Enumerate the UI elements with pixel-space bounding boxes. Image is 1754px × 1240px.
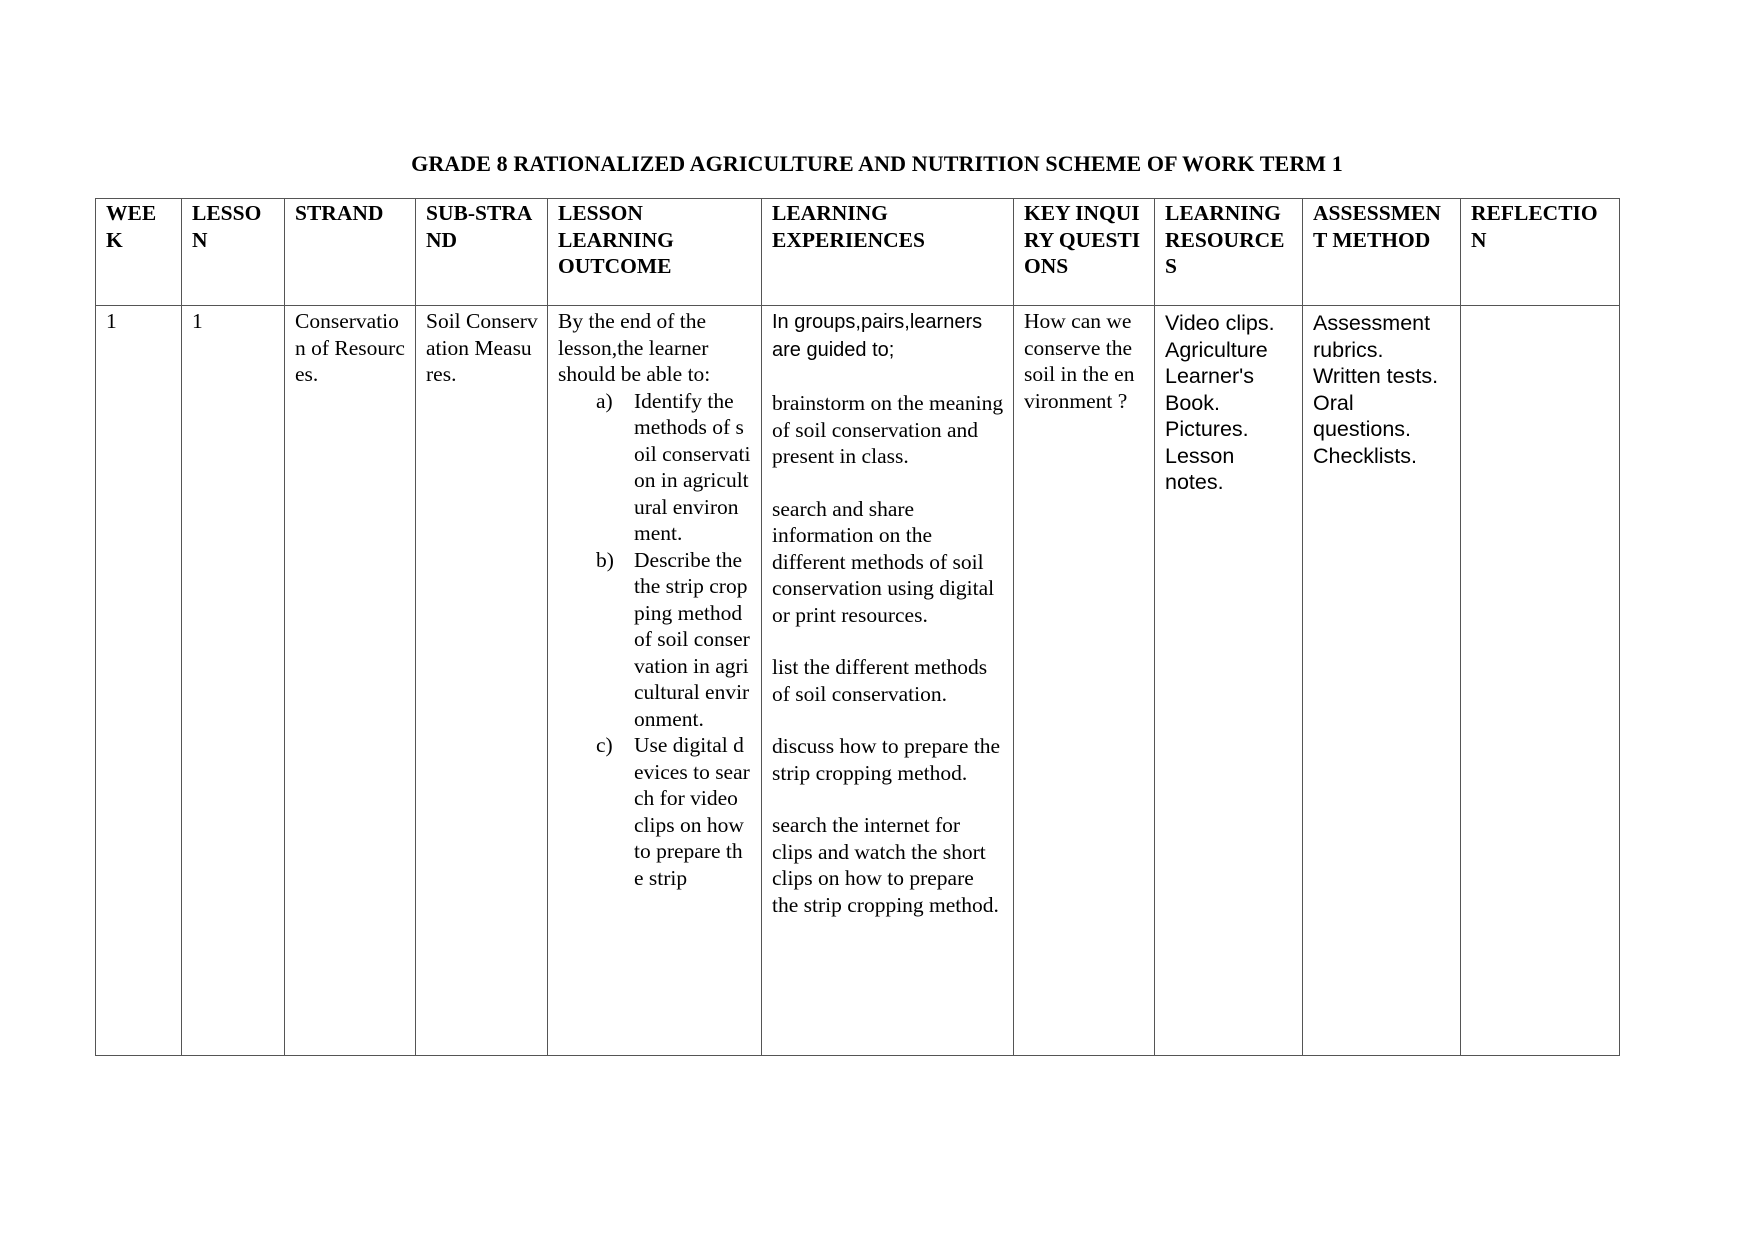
cell-assessment [1303, 306, 1461, 1056]
outcome-marker: b) [596, 547, 614, 572]
header-row [96, 199, 1620, 306]
page-title: GRADE 8 RATIONALIZED AGRICULTURE AND NUTRITION SCHEME OF WORK TERM 1 [411, 151, 1343, 176]
header-resources: LEARNING RESOURCES [1155, 199, 1303, 306]
header-week: WEEK [96, 199, 182, 306]
outcome-marker: c) [596, 733, 613, 757]
header-assessment: ASSESSMENT METHOD [1303, 199, 1461, 306]
list-item: search the internet for clips and watch the short clips on how to prepare the strip cropping method. [772, 813, 999, 917]
header-sub-strand: SUB-STRAND [416, 199, 548, 306]
cell-lesson: 1 [182, 306, 285, 1056]
list-item [558, 388, 752, 547]
list-item: search and share information on the different methods of soil conservation using digital or print resources. [772, 496, 995, 627]
header-experiences: LEARNING EXPERIENCES [762, 199, 1014, 306]
list-item: brainstorm on the meaning of soil conservation and present in class. [772, 391, 1004, 468]
list-item: Assessment rubrics. [1313, 311, 1431, 362]
outcome-text: Use digital devices to search for video clips on how to prepare the strip [634, 733, 750, 890]
cell-reflection [1461, 306, 1620, 1056]
list-item: Checklists. [1313, 443, 1417, 468]
outcome-text: Identify the methods of soil conservation in agricultural environment. [634, 388, 751, 545]
outcome-intro: By the end of the lesson,the learner should be able to: [558, 309, 711, 386]
cell-experiences [762, 306, 1014, 1056]
table-row [96, 306, 1620, 1056]
outcome-text: Describe the the strip cropping method of soil conservation in agricultural environment. [634, 547, 750, 731]
outcome-marker: a) [596, 388, 613, 413]
list-item: list the different methods of soil conservation. [772, 655, 988, 706]
list-item [558, 547, 752, 733]
header-lesson: LESSON [182, 199, 285, 306]
cell-strand: Conservation of Resources. [285, 306, 416, 1056]
list-item: Oral questions. [1313, 390, 1412, 441]
list-item: Agriculture Learner's Book. [1165, 337, 1268, 415]
header-inquiry: KEY INQUIRY QUESTIONS [1014, 199, 1155, 306]
header-outcome: LESSON LEARNING OUTCOME [548, 199, 762, 306]
experiences-intro: In groups,pairs,learners are guided to; [772, 311, 983, 361]
outcome-list [558, 388, 752, 892]
cell-inquiry: How can we conserve the soil in the environment ? [1014, 306, 1155, 1056]
cell-sub-strand: Soil Conservation Measures. [416, 306, 548, 1056]
cell-resources [1155, 306, 1303, 1056]
cell-outcome [548, 306, 762, 1056]
header-reflection: REFLECTION [1461, 199, 1620, 306]
list-item: Video clips. [1165, 311, 1275, 335]
cell-week: 1 [96, 306, 182, 1056]
list-item [558, 732, 752, 891]
list-item: discuss how to prepare the strip cropping method. [772, 734, 1001, 785]
list-item: Pictures. [1165, 417, 1249, 441]
list-item: Written tests. [1313, 364, 1439, 388]
list-item: Lesson notes. [1165, 443, 1235, 494]
scheme-of-work-table [95, 198, 1620, 1056]
header-strand: STRAND [285, 199, 416, 306]
